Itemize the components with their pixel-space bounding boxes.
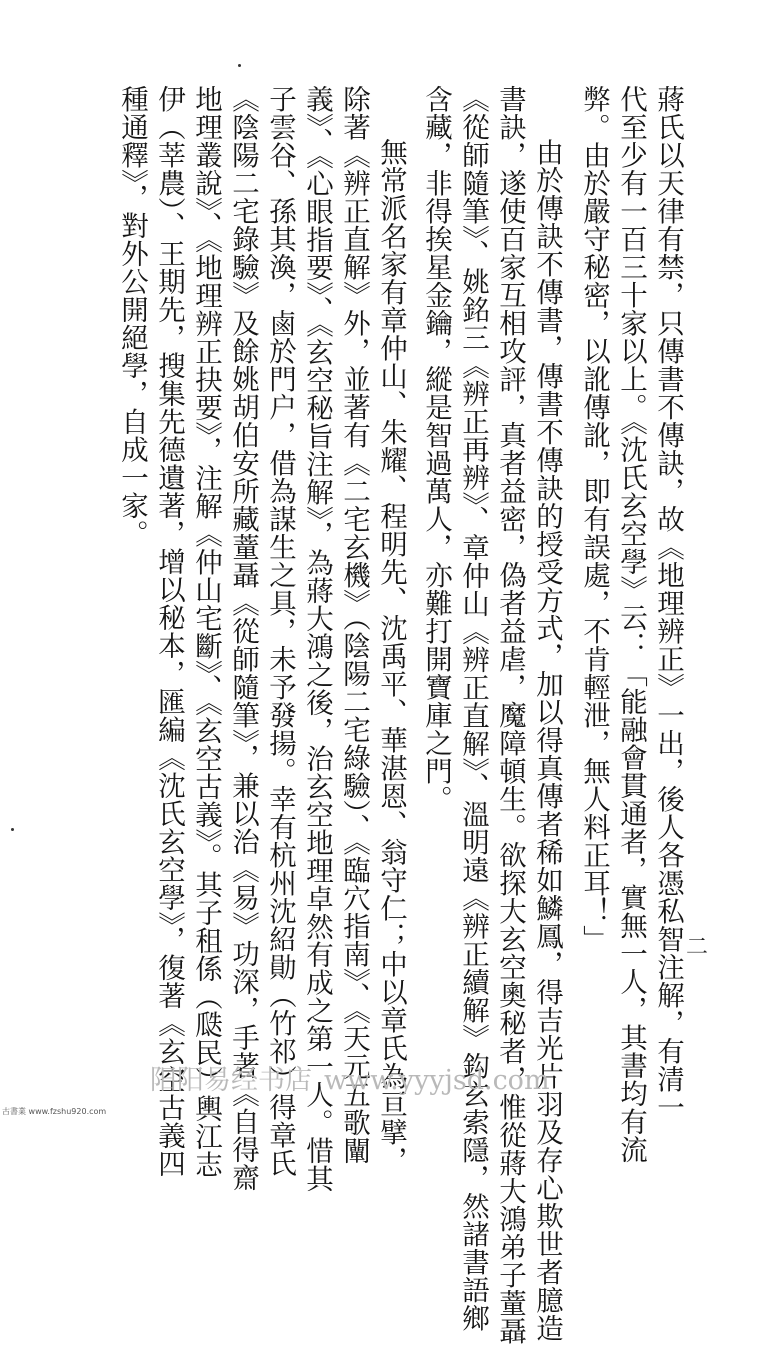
text-column: 代至少有一百三十家以上。《沈氏玄空學》云：「能融會貫通者，實無一人，其書均有流: [615, 85, 647, 1164]
text-column: 伊（莘農）、王期先，搜集先德遺著，增以秘本，匯編《沈氏玄空學》，復著《玄空古義四: [153, 85, 185, 1178]
text-column: 義》、《心眼指要》、《玄空秘旨注解》，為蔣大鴻之後，治玄空地理卓然有成之第一人。惜其: [301, 85, 333, 1193]
watermark: [150, 1058, 550, 1097]
text-column: 蔣氏以天律有禁，只傳書不傳訣，故《地理辨正》一出，後人各憑私智注解，有清一: [652, 85, 684, 1121]
text-column: 地理叢說》、《地理辨正抉要》，注解《仲山宅斷》、《玄空古義》。其子租係（瓞民）輿江志: [190, 85, 222, 1179]
watermark-url: www.yyyjsd.com: [324, 1065, 550, 1096]
page-number: 二: [686, 935, 711, 960]
watermark-name: 阳阳易经书店: [150, 1065, 312, 1096]
text-column-indented: 由於傳訣不傳書，傳書不傳訣的授受方式，加以得真傳者稀如鱗鳳，得吉光片羽及存心欺世者臆造: [531, 138, 563, 1342]
text-column: 種通釋》，對外公開絕學，自成一家。: [116, 85, 148, 548]
text-column: 《陰陽二宅錄驗》及餘姚胡伯安所藏蕫聶《從師隨筆》，兼以治《易》功深，手著《自得齋: [227, 85, 259, 1192]
text-column: 除著《辨正直解》外，並著有《二宅玄機》（陰陽二宅綠驗）、《臨穴指南》、《天元五歌闡: [338, 85, 370, 1165]
scan-speck: [238, 64, 241, 67]
text-column-indented: 無常派名家有章仲山、朱耀、程明先、沈禹平、華湛恩、翁守仁；中以章氏為亘擘，: [375, 138, 407, 1174]
text-column: 弊。由於嚴守秘密，以訛傳訛，即有誤處，不肯輕泄，無人料正耳！」: [578, 85, 610, 953]
scan-speck: [11, 828, 14, 831]
text-column: 含藏，非得挨星金鑰，縱是智過萬人，亦難打開寶庫之門。: [420, 85, 452, 813]
text-column: 子雲谷、孫其渙，鹵於門户，借為謀生之具，未予發揚。幸有杭州沈紹勛（竹祁）得章氏: [264, 85, 296, 1177]
text-column: 書訣，遂使百家互相攻評，真者益密，偽者益虐，魔障頓生。欲探大玄空奧秘者，惟從蔣大鴻弟子蕫聶: [494, 85, 526, 1345]
text-column: 《從師隨筆》、姚銘三《辨正再辨》、章仲山《辨正直解》、溫明遠《辨正續解》鈎玄索隱，然諸書語鄉: [457, 85, 489, 1332]
footer-source-text: 古書業 www.fzshu920.com: [2, 1107, 107, 1116]
